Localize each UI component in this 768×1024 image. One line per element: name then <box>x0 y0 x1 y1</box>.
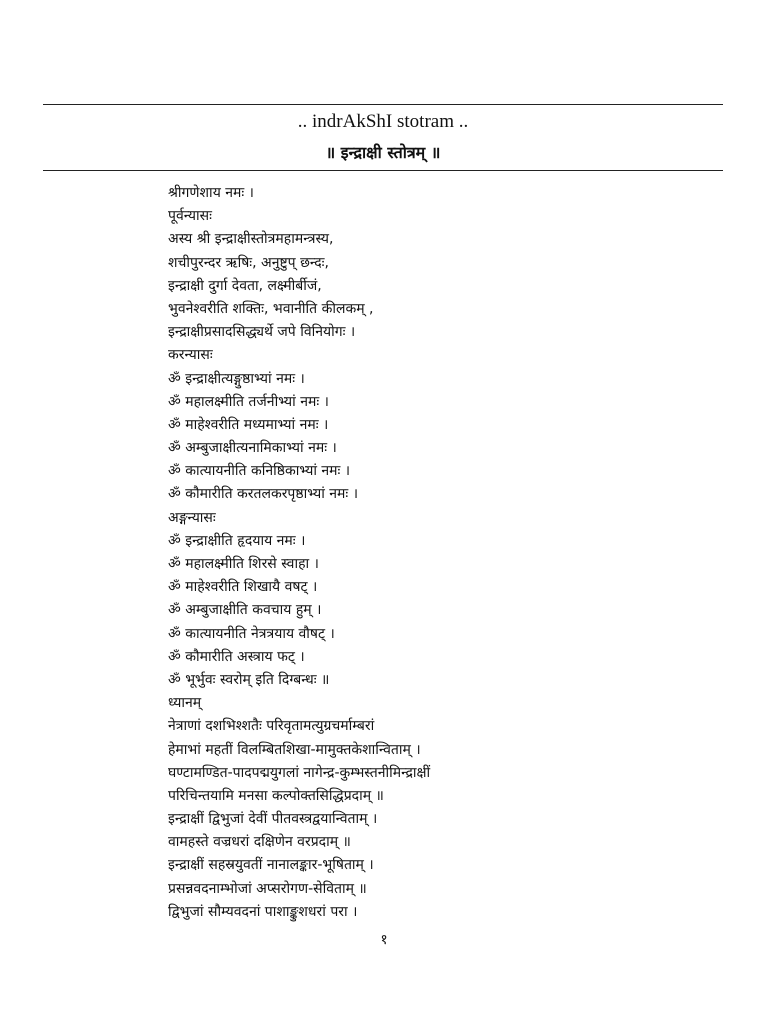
page-number: १ <box>380 932 388 948</box>
text-line: इन्द्राक्षी दुर्गा देवता, लक्ष्मीर्बीजं, <box>168 277 322 294</box>
title-devanagari: ॥ इन्द्राक्षी स्तोत्रम् ॥ <box>325 143 441 162</box>
text-line: ॐ भूर्भुवः स्वरोम् इति दिग्बन्धः ॥ <box>168 671 330 688</box>
text-line: शचीपुरन्दर ऋषिः, अनुष्टुप् छन्दः, <box>168 254 329 271</box>
text-line: ध्यानम् <box>168 695 202 712</box>
text-line: अस्य श्री इन्द्राक्षीस्तोत्रमहामन्त्रस्य, <box>168 231 334 248</box>
text-line: ॐ इन्द्राक्षीति हृदयाय नमः । <box>168 532 306 549</box>
text-line: हेमाभां महतीं विलम्बितशिखा-मामुक्तकेशान्विताम् । <box>168 741 421 758</box>
text-line: भुवनेश्वरीति शक्तिः, भवानीति कीलकम् , <box>168 300 374 317</box>
text-line: इन्द्राक्षीप्रसादसिद्ध्यर्थे जपे विनियोगः । <box>168 324 356 341</box>
text-line: द्विभुजां सौम्यवदनां पाशाङ्कुशधरां परा । <box>168 903 358 920</box>
text-line: ॐ माहेश्वरीति मध्यमाभ्यां नमः । <box>168 416 329 433</box>
bottom-rule <box>43 170 723 171</box>
text-line: ॐ महालक्ष्मीति शिरसे स्वाहा । <box>168 556 319 572</box>
text-line: प्रसन्नवदनाम्भोजां अप्सरोगण-सेविताम् ॥ <box>168 880 367 897</box>
text-line: ॐ माहेश्वरीति शिखायै वषट् । <box>168 579 318 596</box>
text-line: अङ्गन्यासः <box>168 509 216 526</box>
text-line: इन्द्राक्षीं सहस्रयुवतीं नानालङ्कार-भूषिताम् । <box>168 857 374 874</box>
text-line: ॐ कात्यायनीति कनिष्ठिकाभ्यां नमः । <box>168 463 351 480</box>
text-line: ॐ इन्द्राक्षीत्यङ्गुष्ठाभ्यां नमः । <box>168 370 305 387</box>
text-line: ॐ महालक्ष्मीति तर्जनीभ्यां नमः । <box>168 393 329 410</box>
text-line: नेत्राणां दशभिश्शतैः परिवृतामत्युग्रचर्माम्बरां <box>168 718 375 735</box>
text-line: ॐ कात्यायनीति नेत्रत्रयाय वौषट् । <box>168 625 335 642</box>
text-line: घण्टामण्डित-पादपद्मयुगलां नागेन्द्र-कुम्भस्तनीमिन्द्राक्षीं <box>168 764 431 781</box>
text-line: श्रीगणेशाय नमः । <box>168 185 254 201</box>
text-line: परिचिन्तयामि मनसा कल्पोक्तसिद्धिप्रदाम् ॥ <box>168 787 384 804</box>
text-line: करन्यासः <box>168 347 213 364</box>
text-line: पूर्वन्यासः <box>168 208 212 225</box>
text-line: ॐ अम्बुजाक्षीति कवचाय हुम् । <box>168 602 322 619</box>
text-line: वामहस्ते वज्रधरां दक्षिणेन वरप्रदाम् ॥ <box>168 834 351 851</box>
top-rule <box>43 104 723 105</box>
text-line: ॐ कौमारीति अस्त्राय फट् । <box>168 648 305 665</box>
text-line: ॐ अम्बुजाक्षीत्यनामिकाभ्यां नमः । <box>168 440 337 457</box>
text-line: ॐ कौमारीति करतलकरपृष्ठाभ्यां नमः । <box>168 486 359 503</box>
stotram-text <box>168 182 728 924</box>
text-line: इन्द्राक्षीं द्विभुजां देवीं पीतवस्त्रद्वयान्विताम् । <box>168 811 378 828</box>
title-latin: .. indrAkShI stotram .. <box>297 111 469 132</box>
